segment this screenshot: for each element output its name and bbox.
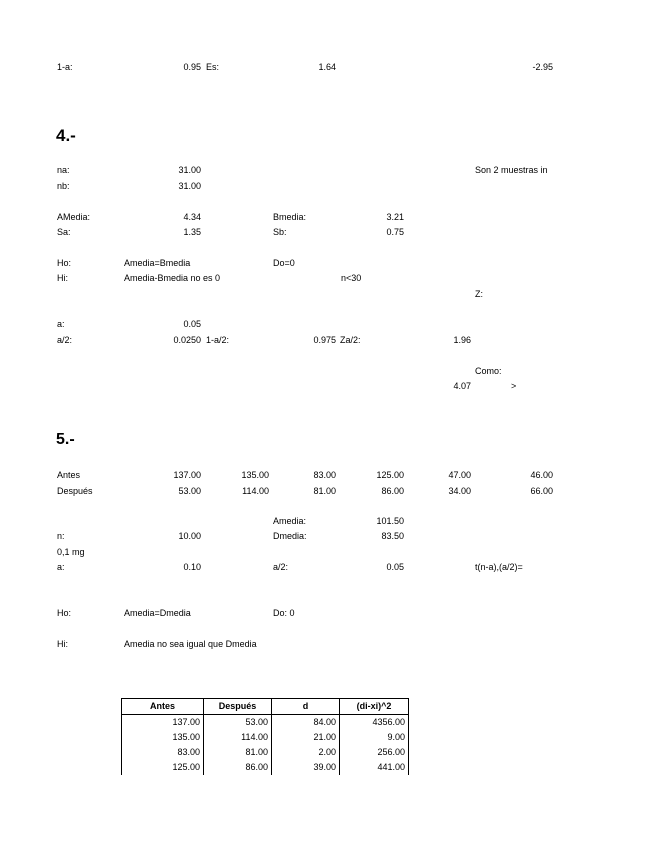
value-a-5: 0.10	[183, 562, 201, 572]
do-value-5: Do: 0	[273, 608, 295, 618]
despues-value: 53.00	[178, 486, 201, 496]
label-na: na:	[57, 165, 70, 175]
table-cell: 125.00	[122, 760, 204, 775]
label-es: Es:	[206, 62, 220, 72]
table-cell: 21.00	[272, 730, 340, 745]
label-nb: nb:	[57, 181, 70, 191]
value-dmedia: 83.50	[381, 531, 404, 541]
hypothesis-ho-5: Amedia=Dmedia	[124, 608, 191, 618]
data-table	[121, 698, 409, 775]
table-cell: 137.00	[122, 715, 204, 731]
label-hi-5: Hi:	[57, 639, 68, 649]
hypothesis-hi-5: Amedia no sea igual que Dmedia	[124, 639, 257, 649]
table-row	[122, 715, 409, 731]
label-como: Como:	[475, 366, 502, 376]
table-row	[122, 760, 409, 775]
value-na: 31.00	[178, 165, 201, 175]
value-1-a: 0.95	[183, 62, 201, 72]
table-cell: 4356.00	[340, 715, 409, 731]
value-bmedia: 3.21	[386, 212, 404, 222]
antes-value: 47.00	[448, 470, 471, 480]
value-n: 10.00	[178, 531, 201, 541]
value-sb: 0.75	[386, 227, 404, 237]
label-t-value: t(n-a),(a/2)=	[475, 562, 523, 572]
value-como: 4.07	[453, 381, 471, 391]
table-cell: 441.00	[340, 760, 409, 775]
hypothesis-ho: Amedia=Bmedia	[124, 258, 191, 268]
despues-value: 86.00	[381, 486, 404, 496]
despues-value: 66.00	[530, 486, 553, 496]
mg-text: 0,1 mg	[57, 547, 85, 557]
table-cell: 86.00	[204, 760, 272, 775]
value-sa: 1.35	[183, 227, 201, 237]
n-condition: n<30	[341, 273, 362, 283]
label-1-a: 1-a:	[57, 62, 73, 72]
label-ho: Ho:	[57, 258, 72, 268]
value-nb: 31.00	[178, 181, 201, 191]
hypothesis-hi: Amedia-Bmedia no es 0	[124, 273, 221, 283]
value-amedia: 4.34	[183, 212, 201, 222]
column-header: Antes	[122, 699, 204, 715]
table-cell: 81.00	[204, 745, 272, 760]
label-sb: Sb:	[273, 227, 287, 237]
column-header: (di-xi)^2	[340, 699, 409, 715]
label-despues: Después	[57, 486, 93, 496]
value-amedia-5: 101.50	[376, 516, 404, 526]
value-right: -2.95	[532, 62, 553, 72]
label-sa: Sa:	[57, 227, 71, 237]
label-amedia: AMedia:	[57, 212, 91, 222]
label-hi: Hi:	[57, 273, 68, 283]
label-amedia-5: Amedia:	[273, 516, 307, 526]
despues-value: 114.00	[242, 486, 269, 496]
greater-than-sign: >	[511, 381, 517, 391]
antes-value: 135.00	[241, 470, 269, 480]
antes-value: 46.00	[530, 470, 553, 480]
label-dmedia: Dmedia:	[273, 531, 307, 541]
value-a-half-5: 0.05	[386, 562, 404, 572]
do-value: Do=0	[273, 258, 295, 268]
label-a-half: a/2:	[57, 335, 73, 345]
label-antes: Antes	[57, 470, 81, 480]
section-4-heading: 4.-	[56, 126, 76, 145]
value-1-a-half: 0.975	[313, 335, 336, 345]
table-cell: 53.00	[204, 715, 272, 731]
table-cell: 9.00	[340, 730, 409, 745]
despues-value: 34.00	[448, 486, 471, 496]
label-a-half-5: a/2:	[273, 562, 289, 572]
label-za-half: Za/2:	[340, 335, 361, 345]
table-cell: 84.00	[272, 715, 340, 731]
value-es: 1.64	[318, 62, 336, 72]
despues-value: 81.00	[313, 486, 336, 496]
table-cell: 114.00	[204, 730, 272, 745]
table-cell: 256.00	[340, 745, 409, 760]
table-row	[122, 745, 409, 760]
table-cell: 83.00	[122, 745, 204, 760]
value-a: 0.05	[183, 319, 201, 329]
label-a-5: a:	[57, 562, 65, 572]
table-cell: 135.00	[122, 730, 204, 745]
label-z: Z:	[475, 289, 483, 299]
antes-value: 83.00	[313, 470, 336, 480]
label-n: n:	[57, 531, 65, 541]
antes-value: 125.00	[376, 470, 404, 480]
table-row	[122, 730, 409, 745]
column-header: d	[272, 699, 340, 715]
antes-value: 137.00	[173, 470, 201, 480]
label-1-a-half: 1-a/2:	[206, 335, 230, 345]
label-bmedia: Bmedia:	[273, 212, 307, 222]
table-header-row	[122, 699, 409, 715]
label-a: a:	[57, 319, 65, 329]
value-za-half: 1.96	[453, 335, 471, 345]
value-a-half: 0.0250	[173, 335, 201, 345]
label-ho-5: Ho:	[57, 608, 72, 618]
note-text: Son 2 muestras in	[475, 165, 548, 175]
column-header: Después	[204, 699, 272, 715]
section-5-heading: 5.-	[56, 431, 75, 448]
table-cell: 2.00	[272, 745, 340, 760]
table-cell: 39.00	[272, 760, 340, 775]
